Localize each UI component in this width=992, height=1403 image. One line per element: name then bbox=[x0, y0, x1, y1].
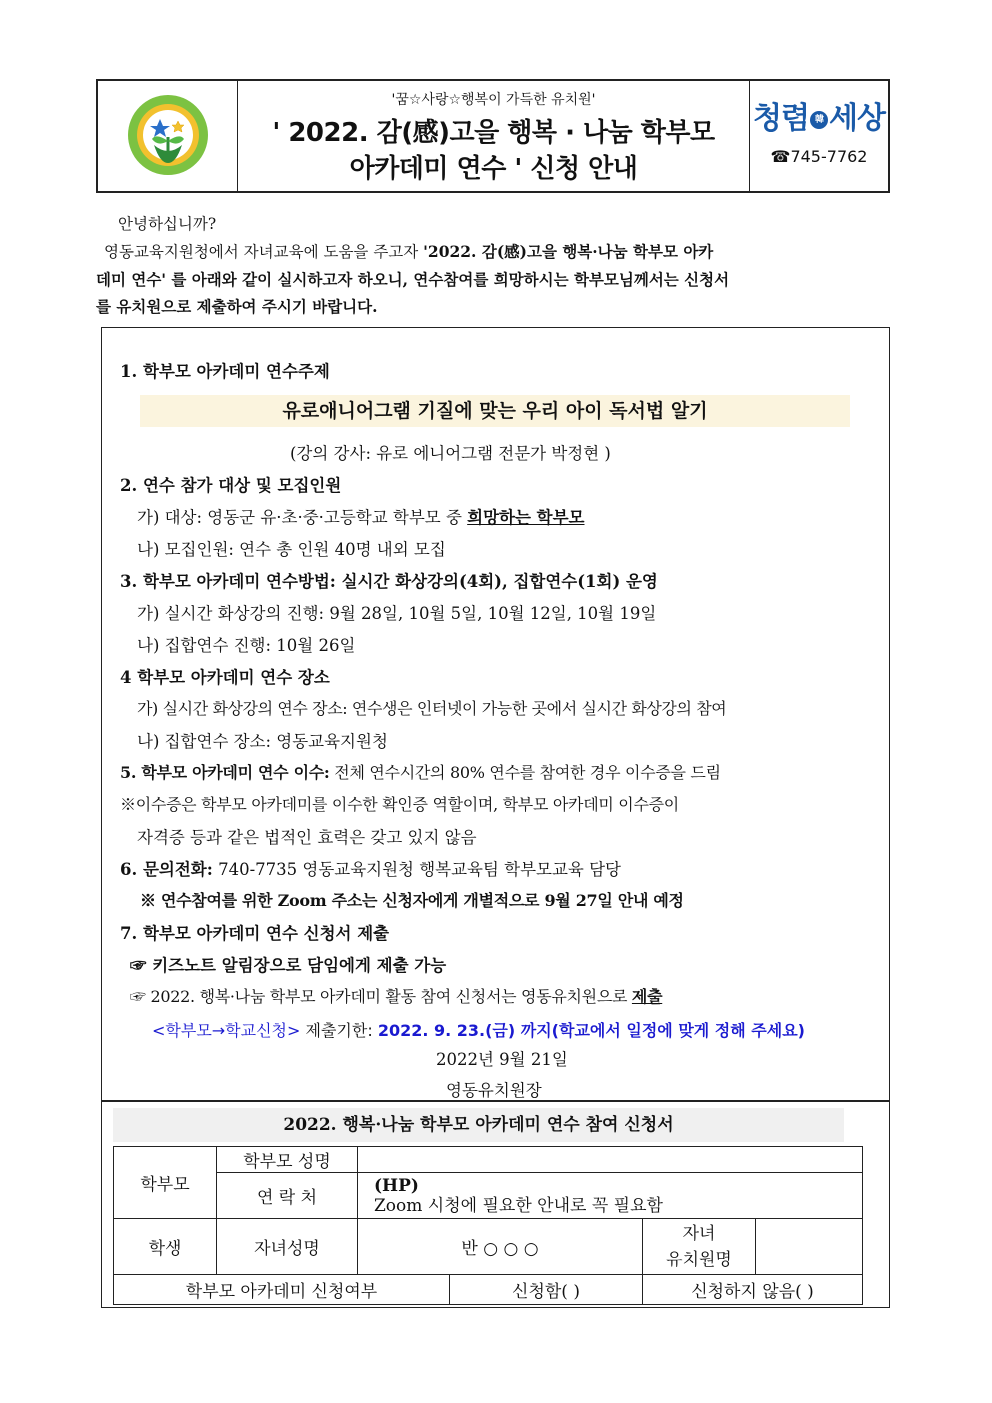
section-6-title-bold: 6. 문의전화: bbox=[120, 860, 213, 879]
lecturer: (강의 강사: 유로 에니어그램 전문가 박정현 ) bbox=[290, 444, 611, 463]
child-kindergarten-label bbox=[643, 1219, 756, 1275]
brand-left: 청렴 bbox=[753, 101, 809, 136]
header-box bbox=[96, 79, 890, 193]
section-6-title-rest: 740-7735 영동교육지원청 행복교육팀 학부모교육 담당 bbox=[212, 860, 621, 879]
section-7-b-bold: 제출 bbox=[631, 987, 663, 1006]
section-7-b bbox=[130, 984, 662, 1007]
title-cell bbox=[238, 81, 750, 191]
contact-field[interactable] bbox=[358, 1173, 863, 1219]
slogan: '꿈☆사랑☆행복이 가득한 유치원' bbox=[391, 92, 596, 108]
section-5-note-1: ※이수증은 학부모 아카데미를 이수한 확인증 역할이며, 학부모 아카데미 이수증이 bbox=[120, 795, 679, 814]
student-label: 학생 bbox=[114, 1219, 217, 1275]
apply-no-option[interactable]: 신청하지 않음( ) bbox=[643, 1275, 863, 1305]
form-title: 2022. 행복·나눔 학부모 아카데미 연수 참여 신청서 bbox=[113, 1108, 844, 1142]
intro-line1-bold: '2022. 감(感)고을 행복·나눔 학부모 아카 bbox=[423, 242, 714, 261]
intro-line3: 를 유치원으로 제출하여 주시기 바랍니다. bbox=[96, 297, 378, 316]
page-title-line1: ' 2022. 감(感)고을 행복 · 나눔 학부모 bbox=[272, 118, 715, 148]
intro-line1-plain: 영동교육지원청에서 자녀교육에 도움을 주고자 bbox=[104, 243, 424, 261]
hp-note: Zoom 시청에 필요한 안내로 꼭 필요함 bbox=[374, 1195, 663, 1216]
intro-line2: 데미 연수' 를 아래와 같이 실시하고자 하오니, 연수참여를 희망하시는 학부모님께서는 신청서 bbox=[96, 270, 730, 289]
brand-right: 세상 bbox=[829, 101, 885, 136]
parent-name-label: 학부모 성명 bbox=[217, 1147, 358, 1173]
kindergarten-logo bbox=[126, 93, 210, 177]
section-3-a: 가) 실시간 화상강의 진행: 9월 28일, 10월 5일, 10월 12일, 10월 19일 bbox=[137, 604, 657, 623]
page-title-line2: 아카데미 연수 ' 신청 안내 bbox=[349, 154, 638, 184]
section-2-a-bold: 희망하는 학부모 bbox=[467, 508, 585, 527]
intro-line1 bbox=[104, 238, 713, 266]
form-divider bbox=[101, 1100, 890, 1102]
apply-label: 학부모 아카데미 신청여부 bbox=[114, 1275, 450, 1305]
section-4-a: 가) 실시간 화상강의 연수 장소: 연수생은 인터넷이 가능한 곳에서 실시간 화상강의 참여 bbox=[137, 699, 727, 718]
deadline-label: <학부모→학교신청> bbox=[152, 1021, 301, 1040]
section-4-title: 4 학부모 아카데미 연수 장소 bbox=[120, 668, 330, 687]
section-4-b: 나) 집합연수 장소: 영동교육지원청 bbox=[137, 732, 388, 751]
section-2-a-plain: 가) 대상: 영동군 유·초·중·고등학교 학부모 중 bbox=[137, 508, 468, 527]
class-field[interactable]: 반 ○ ○ ○ bbox=[358, 1219, 643, 1275]
deadline-value: 2022. 9. 23.(금) 까지(학교에서 일정에 맞게 정해 주세요) bbox=[377, 1021, 805, 1040]
section-7-a: ☞ 키즈노트 알림장으로 담임에게 제출 가능 bbox=[130, 956, 447, 975]
deadline-mid: 제출기한: bbox=[300, 1021, 378, 1040]
apply-yes-option[interactable]: 신청함( ) bbox=[450, 1275, 643, 1305]
section-2-b: 나) 모집인원: 연수 총 인원 40명 내외 모집 bbox=[137, 540, 446, 559]
parent-name-field[interactable] bbox=[358, 1147, 863, 1173]
section-7-b-plain: ☞ 2022. 행복·나눔 학부모 아카데미 활동 참여 신청서는 영동유치원으로 bbox=[130, 987, 632, 1006]
section-5-title-rest: 전체 연수시간의 80% 연수를 참여한 경우 이수증을 드림 bbox=[329, 763, 721, 782]
phone-number: ☎745-7762 bbox=[770, 147, 868, 166]
section-5-title-bold: 5. 학부모 아카데미 연수 이수: bbox=[120, 763, 330, 782]
child-name-label: 자녀성명 bbox=[217, 1219, 358, 1275]
hp-label: (HP) bbox=[374, 1175, 419, 1196]
signer: 영동유치원장 bbox=[446, 1081, 542, 1100]
section-6-note: ※ 연수참여를 위한 Zoom 주소는 신청자에게 개별적으로 9월 27일 안내 예정 bbox=[140, 891, 684, 910]
section-3-b: 나) 집합연수 진행: 10월 26일 bbox=[137, 636, 356, 655]
brand-mid: 韓 bbox=[810, 111, 828, 129]
section-5-title bbox=[120, 760, 721, 783]
topic-banner: 유로애니어그램 기질에 맞는 우리 아이 독서법 알기 bbox=[140, 395, 850, 427]
child-kindergarten-label-2: 유치원명 bbox=[666, 1249, 732, 1270]
child-kindergarten-field[interactable] bbox=[756, 1219, 863, 1275]
logo-cell bbox=[98, 81, 238, 191]
section-6-title bbox=[120, 856, 621, 880]
section-2-title: 2. 연수 참가 대상 및 모집인원 bbox=[120, 476, 342, 495]
brand-cell bbox=[750, 81, 888, 191]
parent-label: 학부모 bbox=[114, 1147, 217, 1219]
deadline-line bbox=[152, 1018, 805, 1041]
contact-label: 연 락 처 bbox=[217, 1173, 358, 1219]
document-date: 2022년 9월 21일 bbox=[436, 1050, 568, 1069]
section-7-title: 7. 학부모 아카데미 연수 신청서 제출 bbox=[120, 924, 390, 943]
integrity-brand-logo bbox=[750, 93, 888, 137]
section-2-a bbox=[137, 504, 585, 528]
greeting: 안녕하십니까? bbox=[118, 215, 217, 233]
application-form bbox=[113, 1146, 863, 1305]
child-kindergarten-label-1: 자녀 bbox=[682, 1223, 716, 1244]
section-3-title: 3. 학부모 아카데미 연수방법: 실시간 화상강의(4회), 집합연수(1회) 운영 bbox=[120, 572, 658, 591]
section-1-title: 1. 학부모 아카데미 연수주제 bbox=[120, 362, 330, 381]
section-5-note-2: 자격증 등과 같은 법적인 효력은 갖고 있지 않음 bbox=[137, 828, 477, 847]
